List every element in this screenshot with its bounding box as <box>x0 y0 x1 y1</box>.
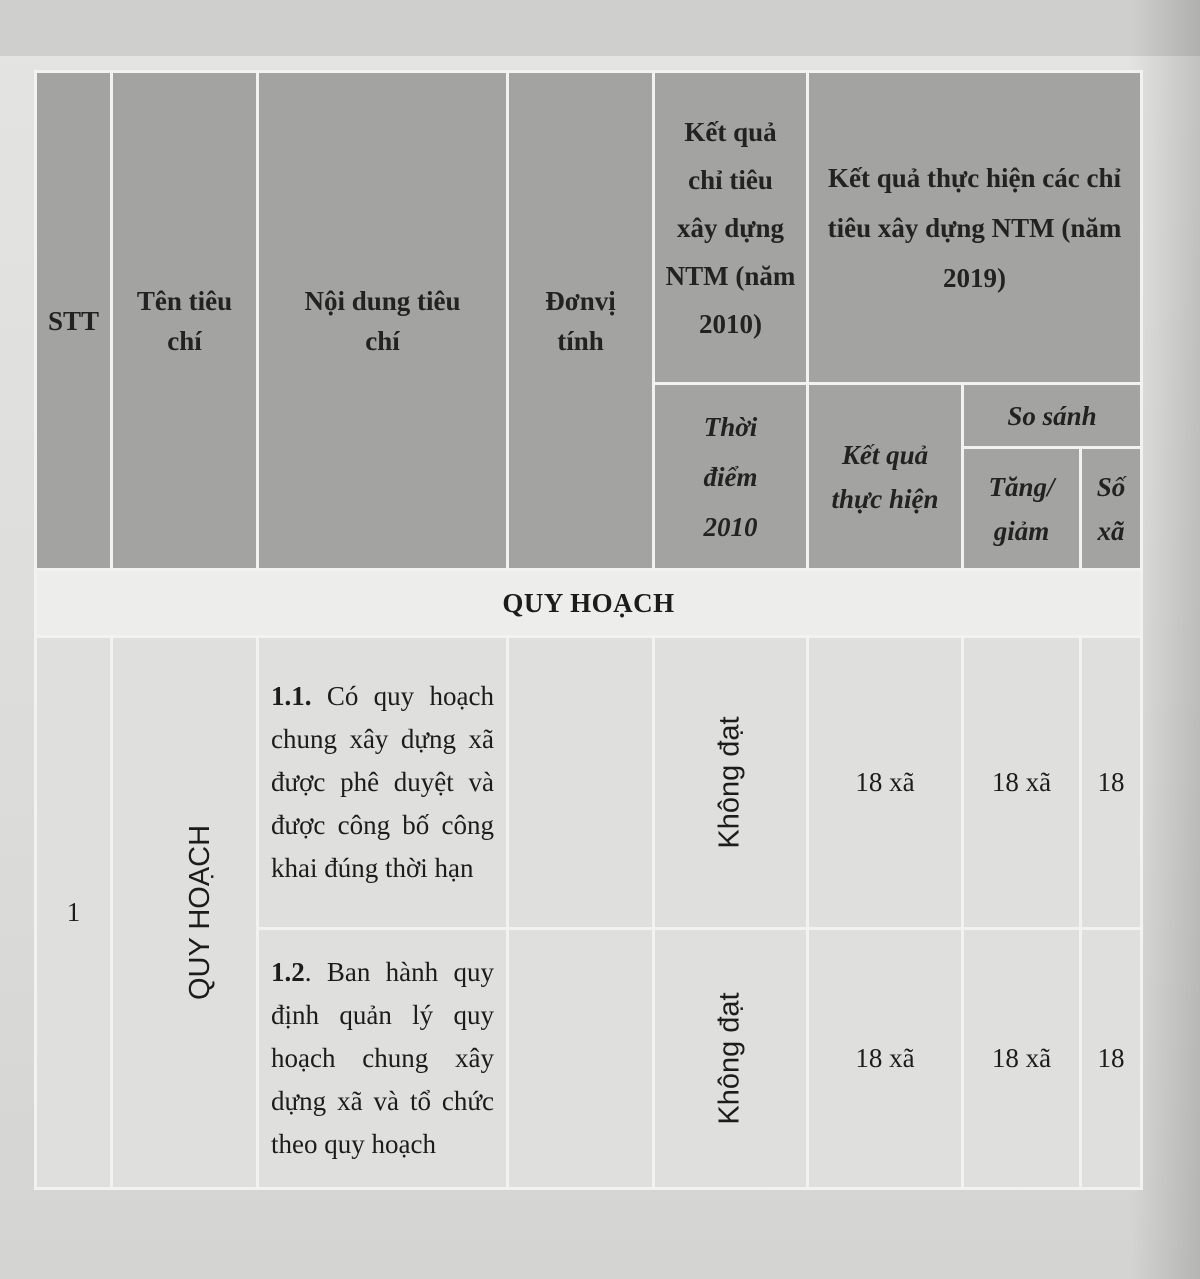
header-noi-dung <box>258 72 508 570</box>
count-value: 18 <box>1097 767 1125 797</box>
header-tang-giam <box>963 448 1081 570</box>
criterion-unit-cell <box>508 929 654 1189</box>
criterion-content <box>258 637 508 929</box>
change-value: 18 xã <box>991 1043 1052 1073</box>
criterion-text: . Ban hành quy định quản lý quy hoạch chung xây dựng xã và tổ chức theo quy hoạch <box>271 957 494 1159</box>
header-ten-tieu-chi-label: Tên tiêu chí <box>136 285 233 356</box>
count-value: 18 <box>1097 1043 1125 1073</box>
change-cell <box>963 929 1081 1189</box>
page-top-margin <box>0 0 1200 56</box>
header-so-xa <box>1081 448 1142 570</box>
criterion-number: 1.2 <box>271 957 305 987</box>
header-ket-qua-2019 <box>808 72 1142 384</box>
criteria-table <box>34 70 1143 1190</box>
group-name: QUY HOẠCH <box>184 824 217 1001</box>
header-stt <box>36 72 112 570</box>
header-don-vi <box>508 72 654 570</box>
section-header <box>36 570 1142 637</box>
header-thoi-diem-label: Thời điểm 2010 <box>703 411 758 542</box>
header-ket-qua-2010-label: Kết quả chỉ tiêu xây dựng NTM (năm 2010) <box>665 116 796 339</box>
header-ket-qua-thuc-hien <box>808 384 963 570</box>
status-cell <box>654 637 808 929</box>
status-value: Không đạt <box>713 716 746 849</box>
header-noi-dung-label: Nội dung tiêu chí <box>304 285 461 356</box>
header-ten-tieu-chi <box>112 72 258 570</box>
result-value: 18 xã <box>855 1043 915 1073</box>
criterion-text: Có quy hoạch chung xây dựng xã được phê duyệt và được công bố công khai đúng thời hạn <box>271 681 494 883</box>
header-so-sanh-label: So sánh <box>1007 400 1097 431</box>
change-cell <box>963 637 1081 929</box>
criterion-number: 1.1. <box>271 681 312 711</box>
header-so-xa-label: Số xã <box>1096 471 1126 546</box>
group-stt-value: 1 <box>66 897 81 927</box>
criterion-unit-cell <box>508 637 654 929</box>
status-cell <box>654 929 808 1189</box>
header-don-vi-label: Đơnvị tính <box>545 285 616 356</box>
result-value: 18 xã <box>855 767 915 797</box>
count-cell <box>1081 637 1142 929</box>
header-thoi-diem <box>654 384 808 570</box>
header-so-sanh <box>963 384 1142 448</box>
header-ket-qua-thuc-hien-label: Kết quả thực hiện <box>831 439 939 514</box>
count-cell <box>1081 929 1142 1189</box>
header-stt-label: STT <box>47 305 100 336</box>
group-stt <box>36 637 112 1189</box>
result-cell <box>808 637 963 929</box>
header-tang-giam-label: Tăng/ giảm <box>988 471 1055 546</box>
change-value: 18 xã <box>991 767 1052 797</box>
status-value: Không đạt <box>713 992 746 1125</box>
group-name-cell <box>112 637 258 1189</box>
criterion-content <box>258 929 508 1189</box>
result-cell <box>808 929 963 1189</box>
header-ket-qua-2019-label: Kết quả thực hiện các chỉ tiêu xây dựng NTM (năm 2019) <box>827 162 1122 293</box>
section-title: QUY HOẠCH <box>502 587 675 618</box>
header-ket-qua-2010 <box>654 72 808 384</box>
table-row <box>36 637 1142 929</box>
